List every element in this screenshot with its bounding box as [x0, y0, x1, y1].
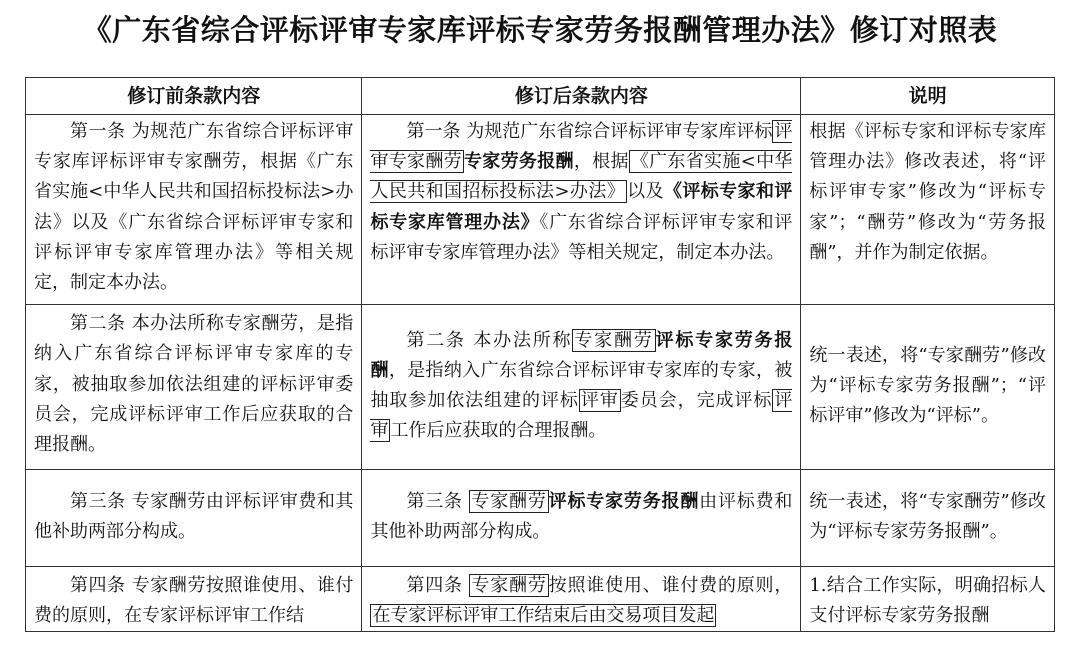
deleted-text-box: 评审	[580, 390, 619, 412]
comparison-table	[25, 77, 1055, 632]
after-text: 工作后应获取的合理报酬。	[390, 420, 607, 442]
added-text-bold: 评标专家劳务报酬	[370, 329, 793, 382]
deleted-text-box: 专家酬劳	[471, 491, 547, 513]
deleted-text-box: 专家酬劳	[574, 329, 654, 351]
document-title: 《广东省综合评标评审专家库评标专家劳务报酬管理办法》修订对照表	[82, 13, 998, 47]
after-cell	[362, 567, 801, 632]
after-text-wrap	[370, 571, 792, 631]
table-row	[26, 470, 1055, 567]
deleted-text-box: 评审	[370, 390, 793, 442]
after-text: 以及	[627, 181, 664, 203]
deleted-text-box: 在专家评标评审工作结束后由交易项目发起	[372, 605, 715, 627]
before-text: 第四条 专家酬劳按照谁使用、谁付费的原则，在专家评标评审工作结	[34, 575, 354, 627]
after-cell	[362, 470, 801, 567]
note-cell: 统一表述，将“专家酬劳”修改为“评标专家劳务报酬”；“评标评审”修改为“评标”。	[801, 305, 1055, 470]
added-text-bold: 专家劳务报酬	[464, 151, 574, 173]
header-after: 修订后条款内容	[362, 78, 801, 115]
after-text: 第二条 本办法所称	[406, 329, 573, 351]
after-text: 第一条 为规范广东省综合评标评审专家库评标	[406, 121, 773, 142]
after-text: ，根据	[573, 151, 629, 173]
table-row	[26, 305, 1055, 470]
deleted-text-box: 《广东省实施<中华人民共和国招标投标法>办法》	[370, 151, 793, 203]
before-cell: 第三条 专家酬劳由评标评审费和其他补助两部分构成。	[26, 470, 362, 567]
after-text: 第四条	[406, 575, 470, 597]
deleted-text-box: 专家酬劳	[471, 575, 547, 597]
after-text: 委员会，完成评标	[620, 390, 773, 412]
after-text: 按照谁使用、谁付费的原则，	[548, 575, 793, 597]
after-cell	[362, 115, 801, 305]
after-text: ，是指纳入广东省综合评标评审专家库的专家，被抽取参加依法组建的评标	[370, 360, 793, 412]
after-text: 第三条	[406, 491, 470, 513]
before-cell: 第二条 本办法所称专家酬劳，是指纳入广东省综合评标评审专家库的专家，被抽取参加依法组建的评标评审委员会，完成评标评审工作后应获取的合理报酬。	[26, 305, 362, 470]
note-cell	[801, 567, 1055, 632]
added-text-bold: 《评标专家和评标专家库管理办法》	[370, 181, 793, 233]
after-text: 由评标费和其他补助两部分构成。	[370, 491, 793, 543]
table-row	[26, 567, 1055, 632]
before-cell	[26, 567, 362, 632]
note-cell: 统一表述，将“专家酬劳”修改为“评标专家劳务报酬”。	[801, 470, 1055, 567]
after-cell	[362, 305, 801, 470]
header-before: 修订前条款内容	[26, 78, 362, 115]
table-header-row	[26, 78, 1055, 115]
deleted-text-box: 评审专家酬劳	[370, 121, 793, 173]
after-text: 《广东省综合评标评审专家和评标评审专家库管理办法》等相关规定，制定本办法。	[370, 211, 793, 263]
before-cell: 第一条 为规范广东省综合评标评审专家库评标评审专家酬劳，根据《广东省实施<中华人民共和国招标投标法>办法》以及《广东省综合评标评审专家和评标评审专家库管理办法》等相关规定，制定本办法。	[26, 115, 362, 305]
table-row	[26, 115, 1055, 305]
note-text: 1.结合工作实际，明确招标人支付评标专家劳务报酬	[809, 575, 1046, 627]
added-text-bold: 评标专家劳务报酬	[548, 491, 700, 513]
note-cell: 根据《评标专家和评标专家库管理办法》修改表述，将“评标评审专家”修改为“评标专家”；“酬劳”修改为“劳务报酬”，并作为制定依据。	[801, 115, 1055, 305]
header-note: 说明	[801, 78, 1055, 115]
